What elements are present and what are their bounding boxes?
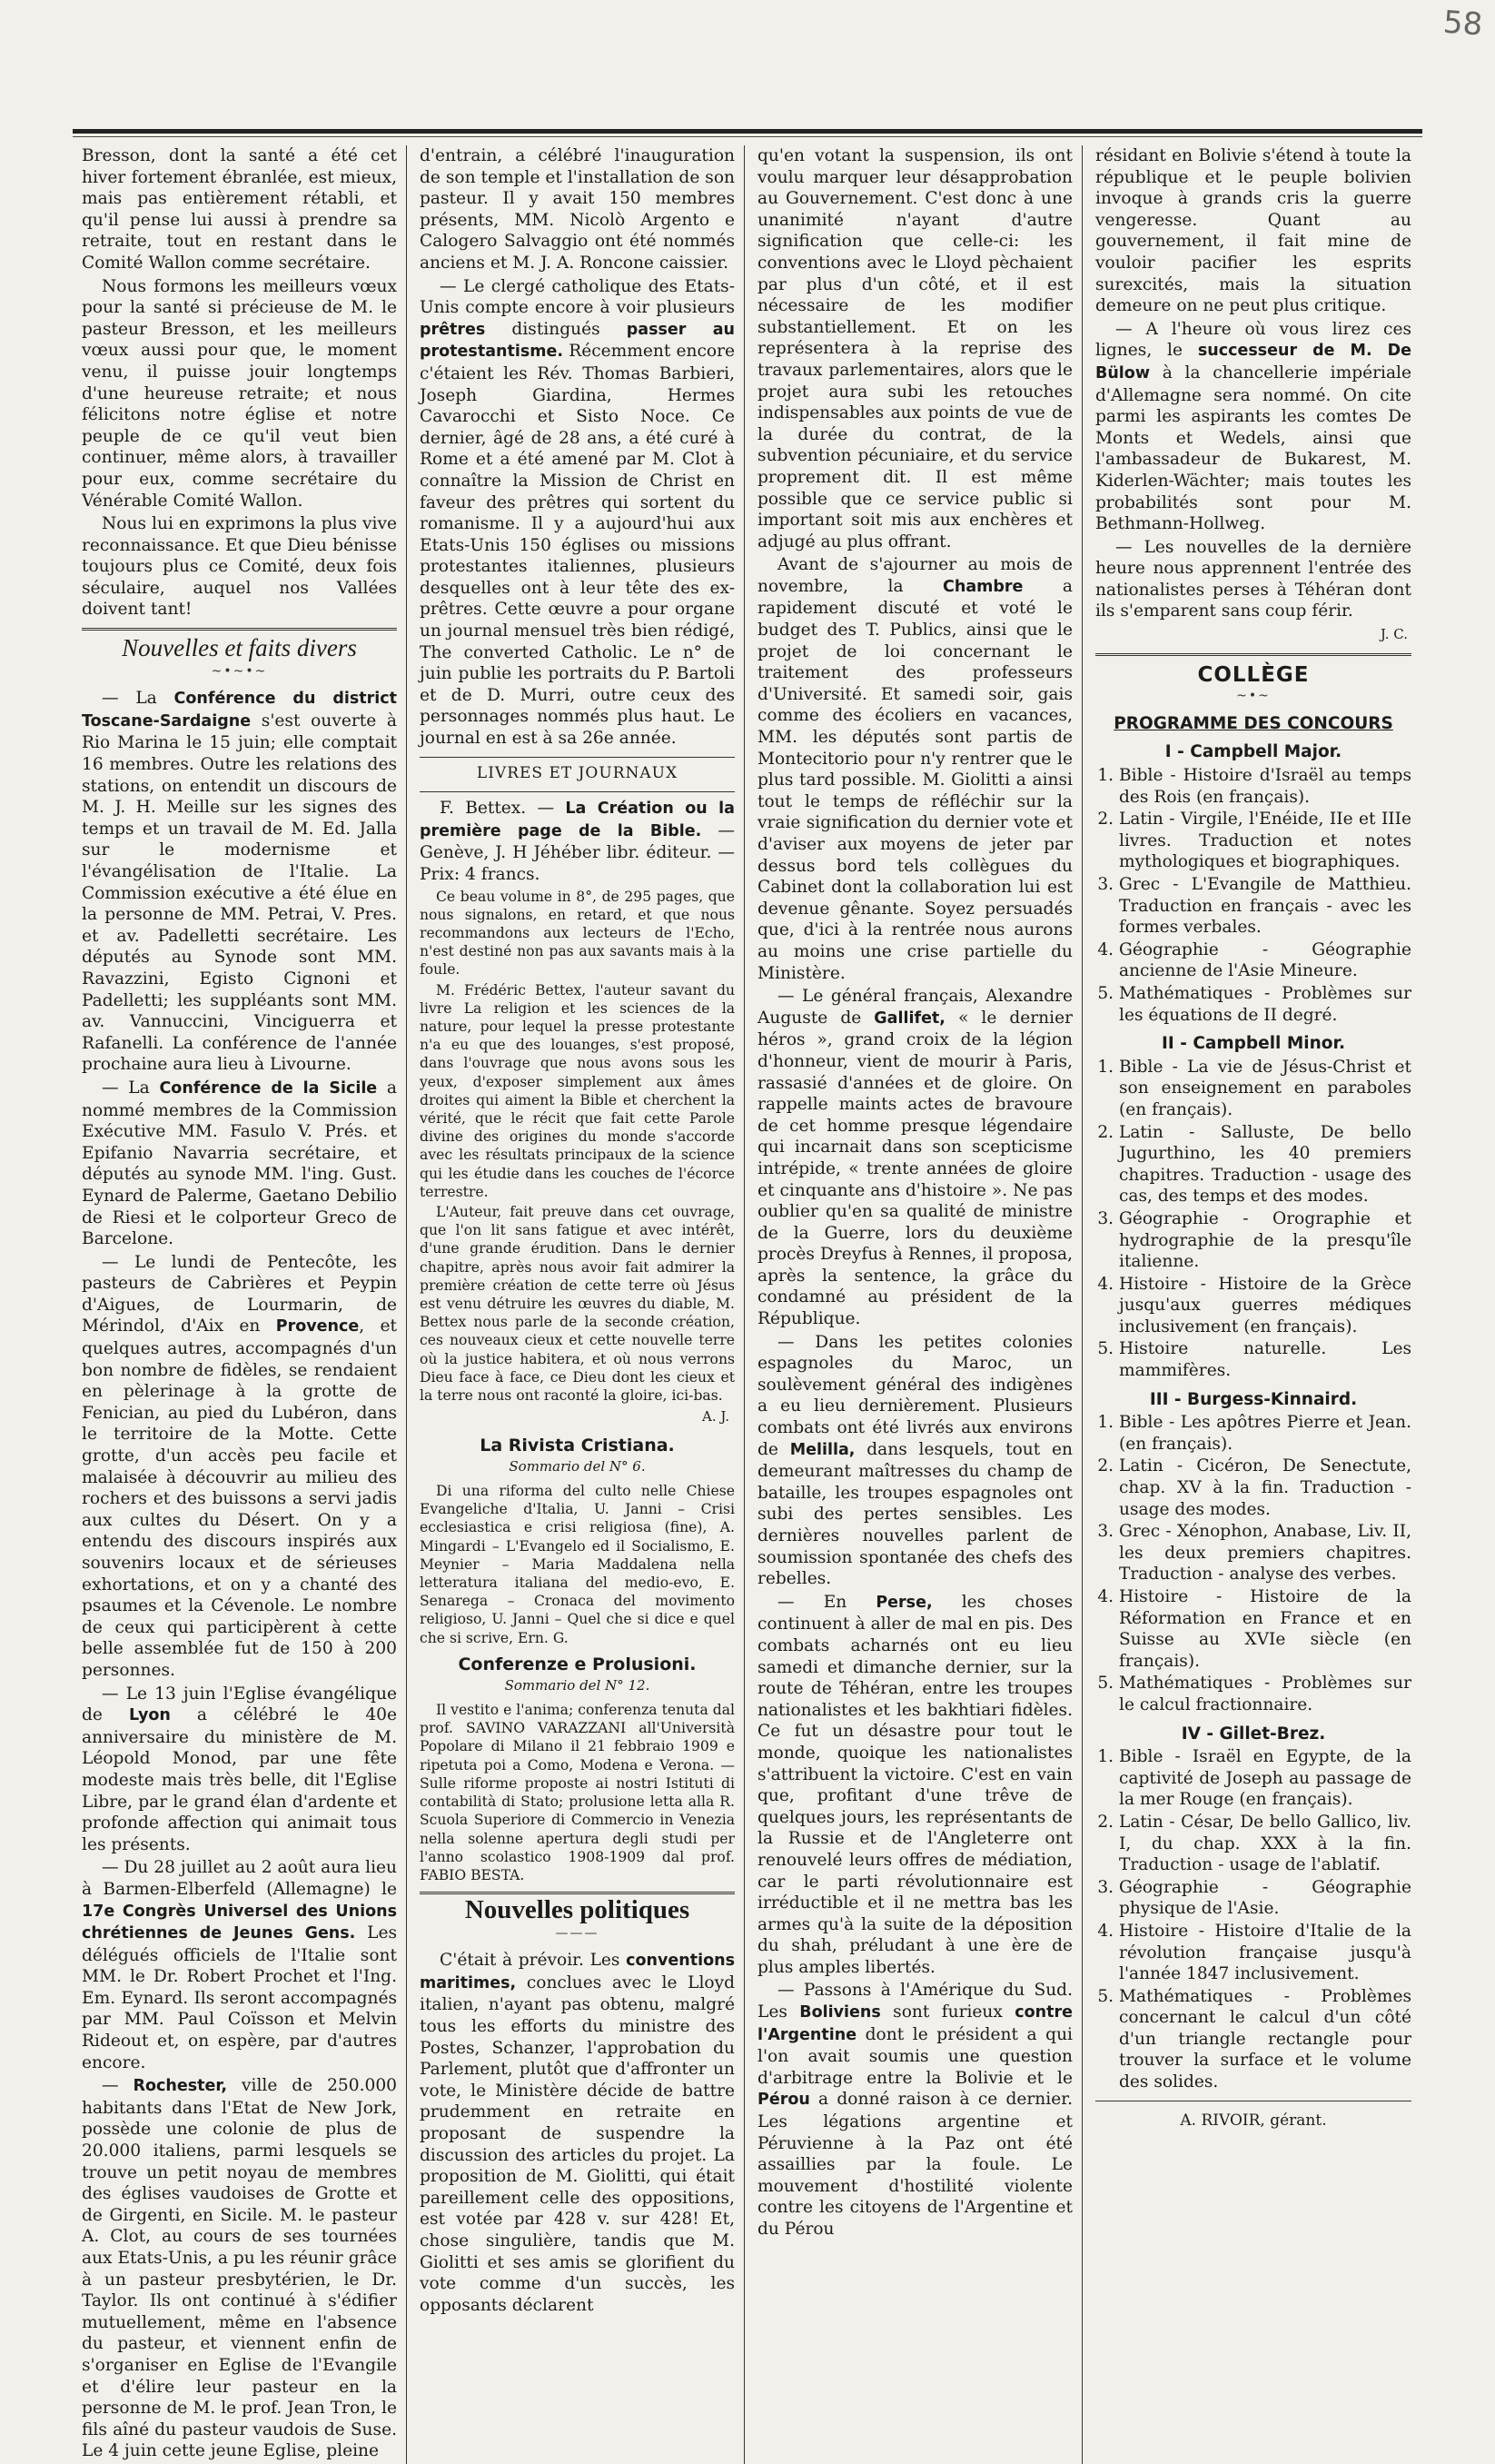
column-4 [1086, 145, 1421, 2464]
programme-item: 5. Mathématiques - Problèmes sur le calcul fractionnaire. [1119, 1673, 1411, 1715]
programme-item: 1. Bible - Israël en Egypte, de la captivité de Joseph au passage de la mer Rouge (en français). [1119, 1746, 1411, 1811]
programme-group-title: IV - Gillet-Brez. [1181, 1724, 1326, 1744]
paragraph: — Dans les petites colonies espagnoles du Maroc, un soulèvement général des indigènes a eu lieu dernièrement. Plusieurs combats ont été livrés aux environs de Melilla, dans lesquels, tout en demeurant maîtresses du champ de bataille, les troupes espagnoles ont subi des pertes sensibles. Les dernières nouvelles parlent de soumission spontanée des chefs des rebelles. [757, 1332, 1073, 1589]
programme-item: 5. Mathématiques - Problèmes concernant le calcul d'un côté d'un triangle rectangle pour trouver la surface et le volume des solides. [1119, 1986, 1411, 2093]
paragraph: Nous lui en exprimons la plus vive reconnaissance. Et que Dieu bénisse toujours plus ce Comité, deux fois séculaire, auquel nos Vallées doivent tant! [82, 514, 397, 620]
paragraph: — Passons à l'Amérique du Sud. Les Boliviens sont furieux contre l'Argentine dont le président a qui l'on avait soumis une question d'arbitrage entre la Bolivie et le Pérou a donné raison à ce dernier. Les légations argentine et Péruvienne à la Paz ont été assaillies par la foule. Le mouvement d'hostilité violente contre les citoyens de l'Argentine et du Pérou [757, 1981, 1073, 2239]
news-item: — Rochester, ville de 250.000 habitants dans l'Etat de New Jork, possède une colonie de plus de 20.000 italiens, parmi lesquels se trouve un petit noyau de membres des églises vaudoises de Grotte et de Girgenti, en Sicile. M. le pasteur A. Clot, au cours de ses tournées aux Etats-Unis, a pu les réunir grâce à un pasteur presbytérien, le Dr. Taylor. Ils ont continué à s'édifier mutuellement, même en l'absence du pasteur, et viennent enfin de s'organiser en Eglise de l'Evangile et d'élire leur pasteur en la personne de M. le prof. Jean Tron, le fils aîné du pasteur vaudois de Suse. Le 4 juin cette jeune Eglise, pleine [82, 2076, 397, 2461]
news-item: — Le lundi de Pentecôte, les pasteurs de Cabrières et Peypin d'Aigues, de Lourmarin, de Mérindol, d'Aix en Provence, et quelques autres, accompagnés d'un bon nombre de fidèles, se rendaient en pèlerinage à la grotte de Fenician, au pied du Lubéron, dans le territoire de la Motte. Cette grotte, d'un accès peu facile et malaisée à découvrir au milieu des rochers et des buissons a servi jadis aux cultes du Désert. On y a entendu des discours inspirés aux souvenirs locaux et de sérieuses exhortations, et on y a chanté des psaumes et la Cévenole. Le nombre de ceux qui participèrent à cette belle assemblée fut de 150 à 200 personnes. [82, 1252, 397, 1680]
programme-list [1095, 1057, 1411, 1382]
paragraph: Nous formons les meilleurs vœux pour la santé si précieuse de M. le pasteur Bresson, et les meilleurs vœux aussi pour que, le moment venu, il puisse jouir longtemps d'une heureuse retraite; et nous félicitons notre église et notre peuple de ce qu'il veut bien continuer, même alors, à travailler pour eux, comme secrétaire du Vénérable Comité Wallon. [82, 276, 397, 511]
programme-groups [1095, 741, 1411, 2092]
top-rule [73, 129, 1422, 134]
book-review: Ce beau volume in 8°, de 295 pages, que nous signalons, en retard, et que nous recommandons aux lecteurs de l'Echo, n'est destiné non pas aux savants mais à la foule. M. Frédéric Bettex, l'auteur savant du livre La religion et les sciences de la nature, pour lequel la presse protestante n'a eu que des louanges, s'est proposé, dans l'ouvrage que nous avons sous les yeux, d'exposer simplement aux âmes droites qui aiment la Bible et cherchent la vérité, que le récit que fait cette Parole divine des origines du monde s'accorde avec les résultats principaux de la science qui les étudie dans les couches de l'écorce terrestre. L'Auteur, fait preuve dans cet ouvrage, que l'on lit sans fatigue et avec intérêt, d'une grande érudition. Dans le dernier chapitre, après nous avoir fait admirer la première création de cette terre où Jésus est venu détruire les œuvres du diable, M. Bettex nous parle de la seconde création, ces nouveaux cieux et cette nouvelle terre où la justice habitera, et où nous verrons Dieu face à face, ce Dieu dont les cieux et la terre nous ont raconté la gloire, ici-bas. [420, 888, 735, 1405]
programme-item: 2. Latin - Virgile, l'Enéide, IIe et IIIe livres. Traduction et notes mythologiques et biographiques. [1119, 809, 1411, 873]
programme-item: 2. Latin - Salluste, De bello Jugurthino, les 40 premiers chapitres. Traduction - usage des cas, des temps et des modes. [1119, 1122, 1411, 1207]
paragraph: — En Perse, les choses continuent à aller de mal en pis. Des combats acharnés ont eu lieu samedi et dimanche dernier, sur la route de Téhéran, entre les troupes nationalistes et les bakhtiari fidèles. Ce fut un désastre pour tout le monde, quoique les nationalistes s'attribuent la victoire. C'est en vain que, profitant d'une trêve de quelques jours, les représentants de la Russie et de l'Angleterre ont renouvelé leurs offres de médiation, car le parti révolutionnaire est irréductible et il ne mettra bas les armes qu'à la suite de la déposition du shah, préludant à une ère de plus amples libertés. [757, 1592, 1073, 1977]
programme-item: 2. Latin - Cicéron, De Senectute, chap. XV à la fin. Traduction - usage des modes. [1119, 1456, 1411, 1520]
news-item: — Du 28 juillet au 2 août aura lieu à Barmen-Elberfeld (Allemagne) le 17e Congrès Universel des Unions chrétiennes de Jeunes Gens. Les délégués officiels de l'Italie sont MM. le Dr. Robert Prochet et l'Ing. Em. Eynard. Ils seront accompagnés par MM. Paul Coïsson et Melvin Rideout et, on espère, par d'autres encore. [82, 1858, 398, 2072]
author-signature: J. C. [1380, 626, 1408, 643]
section-title: Nouvelles politiques [464, 1895, 690, 1925]
news-item: C'était à prévoir. Les conventions maritimes, conclues avec le Lloyd italien, n'ayant pas obtenu, malgré tous les efforts du ministre des Postes, Schanzer, l'approbation du Parlement, plutôt que d'affronter un vote, le Ministère décide de battre prudemment en retraite en proposant de suspendre la discussion des articles du projet. La proposition de M. Giolitti, qui était pareillement celle des oppositions, est votée par 428 v. sur 428! Et, chose singulière, tandis que M. Giolitti et ses amis se glorifient du vote comme d'un succès, les opposants déclarent [420, 1951, 735, 2315]
paragraph: Avant de s'ajourner au mois de novembre, la Chambre a rapidement discuté et voté le budget des T. Publics, ainsi que le projet de loi concernant le traitement des professeurs d'Université. Et samedi soir, gais comme des écoliers en vacances, MM. les députés sont partis de Montecitorio pour n'y rentrer que le plus tard possible. M. Giolitti a ainsi tout le temps de réfléchir sur la vraie signification du dernier vote et d'aviser aux moyens de jeter par dessus bord tels collègues du Cabinet dont la collaboration lui est devenue gênante. Soyez persuadés que, d'ici à la rentrée nous aurons au moins une crise partielle du Ministère. [757, 555, 1074, 983]
programme-item: 4. Histoire - Histoire de la Réformation en France et en Suisse au XVIe siècle (en français). [1119, 1586, 1411, 1672]
newspaper-page [73, 145, 1422, 2461]
ornament: ~•~ [1236, 689, 1271, 704]
news-item: — La Conférence du district Toscane-Sardaigne s'est ouverte à Rio Marina le 15 juin; elle comptait 16 membres. Outre les relations des stations, on entendit un discours de M. J. H. Meille sur les signes des temps et un travail de M. Ed. Jalla sur le modernisme et l'évangélisation de l'Italie. La Commission exécutive a été élue en la personne de MM. Petrai, V. Pres. et av. Padelletti secrétaire. Les députés au Synode sont MM. Ravazzini, Egisto Cignoni et Padelletti; les suppléants sont MM. av. Vannuccini, Vinciguerra et Rafanelli. La conférence de l'année prochaine aura lieu à Livourne. [82, 689, 397, 1075]
section-heading: LIVRES ET JOURNAUX [476, 763, 678, 782]
programme-item: 3. Grec - L'Evangile de Matthieu. Traduction en français - avec les formes verbales. [1119, 874, 1411, 939]
section-divider [420, 757, 735, 758]
paragraph: Bresson, dont la santé a été cet hiver fortement ébranlée, est mieux, mais pas entièrement rétabli, et qu'il pense lui aussi à prendre sa retraite, tout en restant dans le Comité Wallon comme secrétaire. [82, 146, 397, 273]
paragraph: — Le clergé catholique des Etats-Unis compte encore à voir plusieurs prêtres distingués passer au protestantisme. Récemment encore c'étaient les Rév. Thomas Barbieri, Joseph Giardina, Hermes Cavarocchi et Sisto Noce. Ce dernier, âgé de 28 ans, a été curé à Rome et a été amené par M. Clot à connaître la Mission de Christ en faveur des prêtres qui sortent du romanisme. Il y a aujourd'hui aux Etats-Unis 150 églises ou missions protestantes italiennes, plusieurs desquelles ont à leur tête des ex-prêtres. Cette œuvre a pour organe un journal mensuel très bien rédigé, The converted Catholic. Le n° de juin publie les portraits du P. Bartoli et de D. Murri, outre ceux des personnages nommés plus haut. Le journal en est à sa 26e année. [420, 276, 736, 749]
programme-list [1095, 1746, 1411, 2093]
programme-item: 2. Latin - César, De bello Gallico, liv. I, du chap. XXX à la fin. Traduction - usage de l'ablatif. [1119, 1812, 1411, 1876]
column-3 [748, 145, 1083, 2464]
paragraph: résidant en Bolivie s'étend à toute la république et le peuple bolivien invoque à grands cris la guerre vengeresse. Quant au gouvernement, il fait mine de vouloir pacifier les esprits surexcités, mais la situation demeure on ne peut plus critique. [1095, 146, 1411, 316]
review-signature: A. J. [702, 1408, 729, 1426]
programme-item: 3. Géographie - Géographie physique de l'Asie. [1119, 1877, 1411, 1920]
paragraph: qu'en votant la suspension, ils ont voulu marquer leur désapprobation au Gouvernement. C'est donc à une unanimité n'ayant d'autre signification que celle-ci: les conventions avec le Lloyd pèchaient par plus d'un côté, et il est nécessaire de les modifier substantiellement. Et on les représentera à la reprise des travaux parlementaires, alors que le projet aura subi les retouches indispensables aux points de vue de la durée du contrat, de la subvention pécuniaire, et du service proprement dit. Il est même possible que ce service public si important soit mis aux enchères et adjugé au plus offrant. [757, 146, 1073, 551]
section-divider [1095, 653, 1411, 656]
paragraph: d'entrain, a célébré l'inauguration de son temple et l'installation de son pasteur. Il y avait 150 membres présents, MM. Nicolò Argento e Calogero Salvaggio ont été nommés anciens et M. J. A. Roncone caissier. [420, 146, 735, 273]
programme-item: 1. Bible - Histoire d'Israël au temps des Rois (en français). [1119, 765, 1411, 808]
programme-group-title: III - Burgess-Kinnaird. [1149, 1389, 1358, 1409]
section-divider [82, 628, 397, 631]
section-divider [420, 1892, 735, 1894]
news-item: — La Conférence de la Sicile a nommé membres de la Commission Exécutive MM. Fasulo V. Prés. et Epifanio Navarria secrétaire, et députés au synode MM. l'ing. Gust. Eynard de Palerme, Gaetano Debilio de Riesi et le colporteur Greco de Barcelone. [82, 1078, 397, 1249]
review-title: Conferenze e Prolusioni. [458, 1654, 697, 1674]
paragraph: — Le général français, Alexandre Auguste de Gallifet, « le dernier héros », grand croix de la légion d'honneur, vient de mourir à Paris, rassasié d'années et de gloire. On rappelle maints actes de bravoure de cet homme presque légendaire qui incarnait dans son scepticisme intrépide, « trente années de gloire et cinquante ans d'histoire ». Ne pas oublier qu'en sa qualité de ministre de la Guerre, lors du deuxième procès Dreyfus à Rennes, il proposa, après la sentence, la grâce du condamné au président de la République. [757, 987, 1073, 1329]
gerant-signature: A. RIVOIR, gérant. [1180, 2111, 1327, 2130]
programme-item: 5. Histoire naturelle. Les mammifères. [1119, 1338, 1411, 1381]
top-rule-thin [73, 136, 1422, 137]
ornament: ~•~•~ [211, 663, 268, 679]
programme-item: 4. Géographie - Géographie ancienne de l'Asie Mineure. [1119, 939, 1411, 982]
column-1 [73, 145, 407, 2464]
programme-list [1095, 1412, 1411, 1715]
programme-item: 3. Géographie - Orographie et hydrographie de la presqu'île italienne. [1119, 1208, 1411, 1273]
news-item: — Le 13 juin l'Eglise évangélique de Lyon a célébré le 40e anniversaire du ministère de M. Léopold Monod, par une fête modeste mais très belle, dit l'Eglise Libre, par le grand élan d'ardente et profonde affection qui animait tous les présents. [82, 1684, 397, 1854]
review-summary: Il vestito e l'anima; conferenza tenuta dal prof. SAVINO VARAZZANI all'Università Popolare di Milano il 21 febbraio 1909 e ripetuta poi a Como, Modena e Verona. — Sulle riforme proposte ai nostri Istituti di contabilità di Stato; prolusione letta alla R. Scuola Superiore di Commercio in Venezia nella solenne apertura degli studi per l'anno scolastico 1908-1909 dal prof. FABIO BESTA. [420, 1702, 735, 1883]
paragraph: — A l'heure où vous lirez ces lignes, le successeur de M. De Bülow à la chancellerie impériale d'Allemagne sera nommé. On cite parmi les aspirants les comtes De Monts et Wedels, ainsi que l'ambassadeur de Bukarest, M. Kiderlen-Wächter; mais toutes les probabilités sont pour M. Bethmann-Hollweg. [1095, 319, 1412, 534]
programme-item: 4. Histoire - Histoire de la Grèce jusqu'aux guerres médiques inclusivement (en français). [1119, 1274, 1411, 1338]
section-title: Nouvelles et faits divers [122, 634, 357, 662]
review-title: La Rivista Cristiana. [480, 1435, 675, 1456]
programme-item: 1. Bible - Les apôtres Pierre et Jean. (en français). [1119, 1412, 1411, 1455]
section-divider [420, 791, 735, 792]
review-summary-label: Sommario del N° 6. [509, 1458, 646, 1475]
paragraph: — Les nouvelles de la dernière heure nous apprennent l'entrée des nationalistes perses à Téhéran dont ils s'emparent sans coup férir. [1095, 537, 1411, 621]
programme-heading: PROGRAMME DES CONCOURS [1114, 713, 1393, 733]
college-title: COLLÈGE [1197, 662, 1310, 687]
review-summary: Di una riforma del culto nelle Chiese Evangeliche d'Italia, U. Janni – Crisi ecclesiastica e crisi religiosa (fine), A. Mingardi – L'Evangelo ed il Socialismo, E. Meynier – Maria Maddalena nella letteratura italiana del medio-evo, E. Senarega – Cronaca del movimento religioso, U. Janni – Quel che si dice e quel che si scrive, Ern. G. [420, 1483, 735, 1646]
page-folio-number: 58 [1441, 4, 1484, 44]
programme-list [1095, 765, 1411, 1026]
programme-item: 3. Grec - Xénophon, Anabase, Liv. II, les deux premiers chapitres. Traduction - analyse des verbes. [1119, 1521, 1411, 1585]
programme-group-title: I - Campbell Major. [1164, 742, 1342, 762]
ornament: ——— [555, 1925, 599, 1941]
review-summary-label: Sommario del N° 12. [504, 1677, 650, 1694]
programme-item: 4. Histoire - Histoire d'Italie de la révolution française jusqu'à l'année 1847 inclusivement. [1119, 1921, 1411, 1985]
programme-group-title: II - Campbell Minor. [1162, 1034, 1345, 1054]
column-2 [411, 145, 745, 2464]
book-entry: F. Bettex. — La Création ou la première page de la Bible. — Genève, J. H Jéhéber libr. éditeur. — Prix: 4 francs. [420, 799, 735, 884]
programme-item: 1. Bible - La vie de Jésus-Christ et son enseignement en paraboles (en français). [1119, 1057, 1411, 1121]
programme-item: 5. Mathématiques - Problèmes sur les équations de II degré. [1119, 983, 1411, 1026]
